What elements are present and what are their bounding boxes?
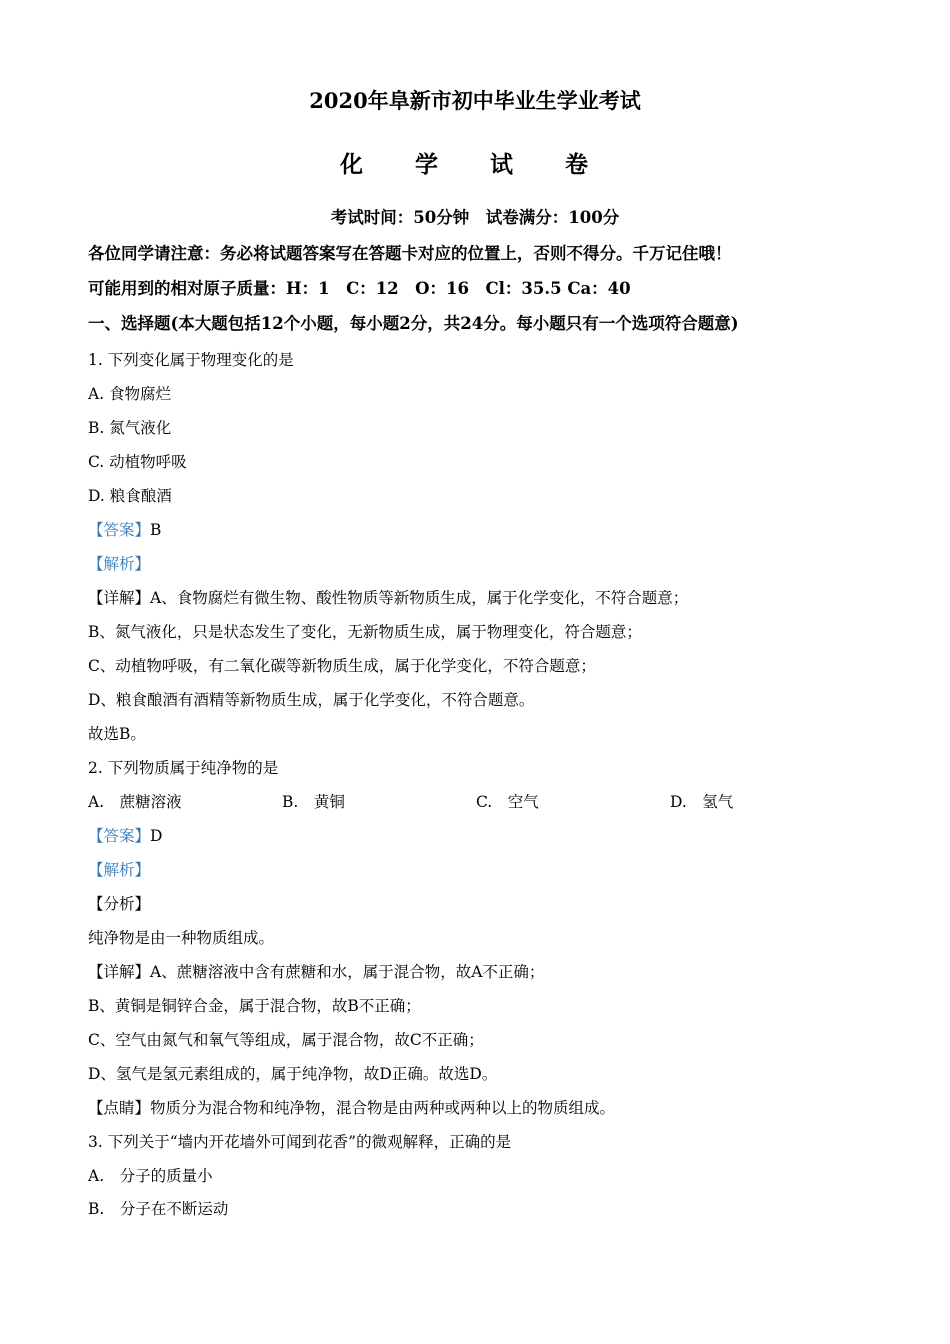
q1-detail-2: B、氮气液化，只是状态发生了变化，无新物质生成，属于物理变化，符合题意； — [88, 623, 642, 641]
notice: 各位同学请注意：务必将试题答案写在答题卡对应的位置上，否则不得分。千万记住哦！ — [88, 244, 732, 263]
q1-answer-tag: 【答案】 — [88, 521, 151, 539]
q1-detail-4: D、粮食酿酒有酒精等新物质生成，属于化学变化，不符合题意。 — [88, 691, 535, 709]
q1-option-a: A. 食物腐烂 — [88, 385, 172, 403]
q2-detail-2: B、黄铜是铜锌合金，属于混合物，故B不正确； — [88, 997, 421, 1015]
section-heading: 一、选择题(本大题包括12个小题，每小题2分，共24分。每小题只有一个选项符合题意) — [88, 314, 739, 333]
q2-option-d: D. 氢气 — [670, 793, 734, 811]
q2-stem: 2. 下列物质属于纯净物的是 — [88, 759, 279, 777]
exam-info: 考试时间：50分钟 试卷满分：100分 — [330, 208, 620, 227]
q1-answer-line — [88, 519, 161, 541]
q2-dianjing: 【点睛】物质分为混合物和纯净物，混合物是由两种或两种以上的物质组成。 — [88, 1099, 616, 1117]
q1-detail-3: C、动植物呼吸，有二氧化碳等新物质生成，属于化学变化，不符合题意； — [88, 657, 596, 675]
q2-answer: D — [150, 827, 163, 845]
q2-answer-tag: 【答案】 — [88, 827, 151, 845]
q1-option-b: B. 氮气液化 — [88, 419, 172, 437]
q2-option-a: A. 蔗糖溶液 — [88, 793, 182, 811]
q2-fenxi-text: 纯净物是由一种物质组成。 — [88, 929, 275, 947]
exam-title: 2020年阜新市初中毕业生学业考试 — [309, 88, 641, 113]
q1-option-d: D. 粮食酿酒 — [88, 487, 172, 505]
q1-option-c: C. 动植物呼吸 — [88, 453, 187, 471]
q2-detail-1: 【详解】A、蔗糖溶液中含有蔗糖和水，属于混合物，故A不正确； — [88, 963, 545, 981]
q2-detail-3: C、空气由氮气和氧气等组成，属于混合物，故C不正确； — [88, 1031, 484, 1049]
q2-analysis-tag: 【解析】 — [88, 861, 151, 879]
q2-fenxi-tag: 【分析】 — [88, 895, 151, 913]
q3-option-a: A. 分子的质量小 — [88, 1167, 213, 1185]
q3-option-b: B. 分子在不断运动 — [88, 1200, 229, 1218]
q2-option-b: B. 黄铜 — [282, 793, 345, 811]
q2-answer-line — [88, 825, 162, 847]
q1-answer: B — [150, 521, 162, 539]
atomic-mass: 可能用到的相对原子质量：H：1 C：12 O：16 Cl：35.5 Ca：40 — [88, 279, 631, 298]
q1-stem: 1. 下列变化属于物理变化的是 — [88, 351, 294, 369]
q1-detail-1: 【详解】A、食物腐烂有微生物、酸性物质等新物质生成，属于化学变化，不符合题意； — [88, 589, 689, 607]
q3-stem: 3. 下列关于“墙内开花墙外可闻到花香”的微观解释，正确的是 — [88, 1133, 512, 1151]
exam-subtitle: 化 学 试 卷 — [339, 151, 611, 178]
q2-detail-4: D、氢气是氢元素组成的，属于纯净物，故D正确。故选D。 — [88, 1065, 498, 1083]
q1-conclusion: 故选B。 — [88, 725, 146, 743]
q2-option-c: C. 空气 — [476, 793, 539, 811]
q1-analysis-tag: 【解析】 — [88, 555, 151, 573]
